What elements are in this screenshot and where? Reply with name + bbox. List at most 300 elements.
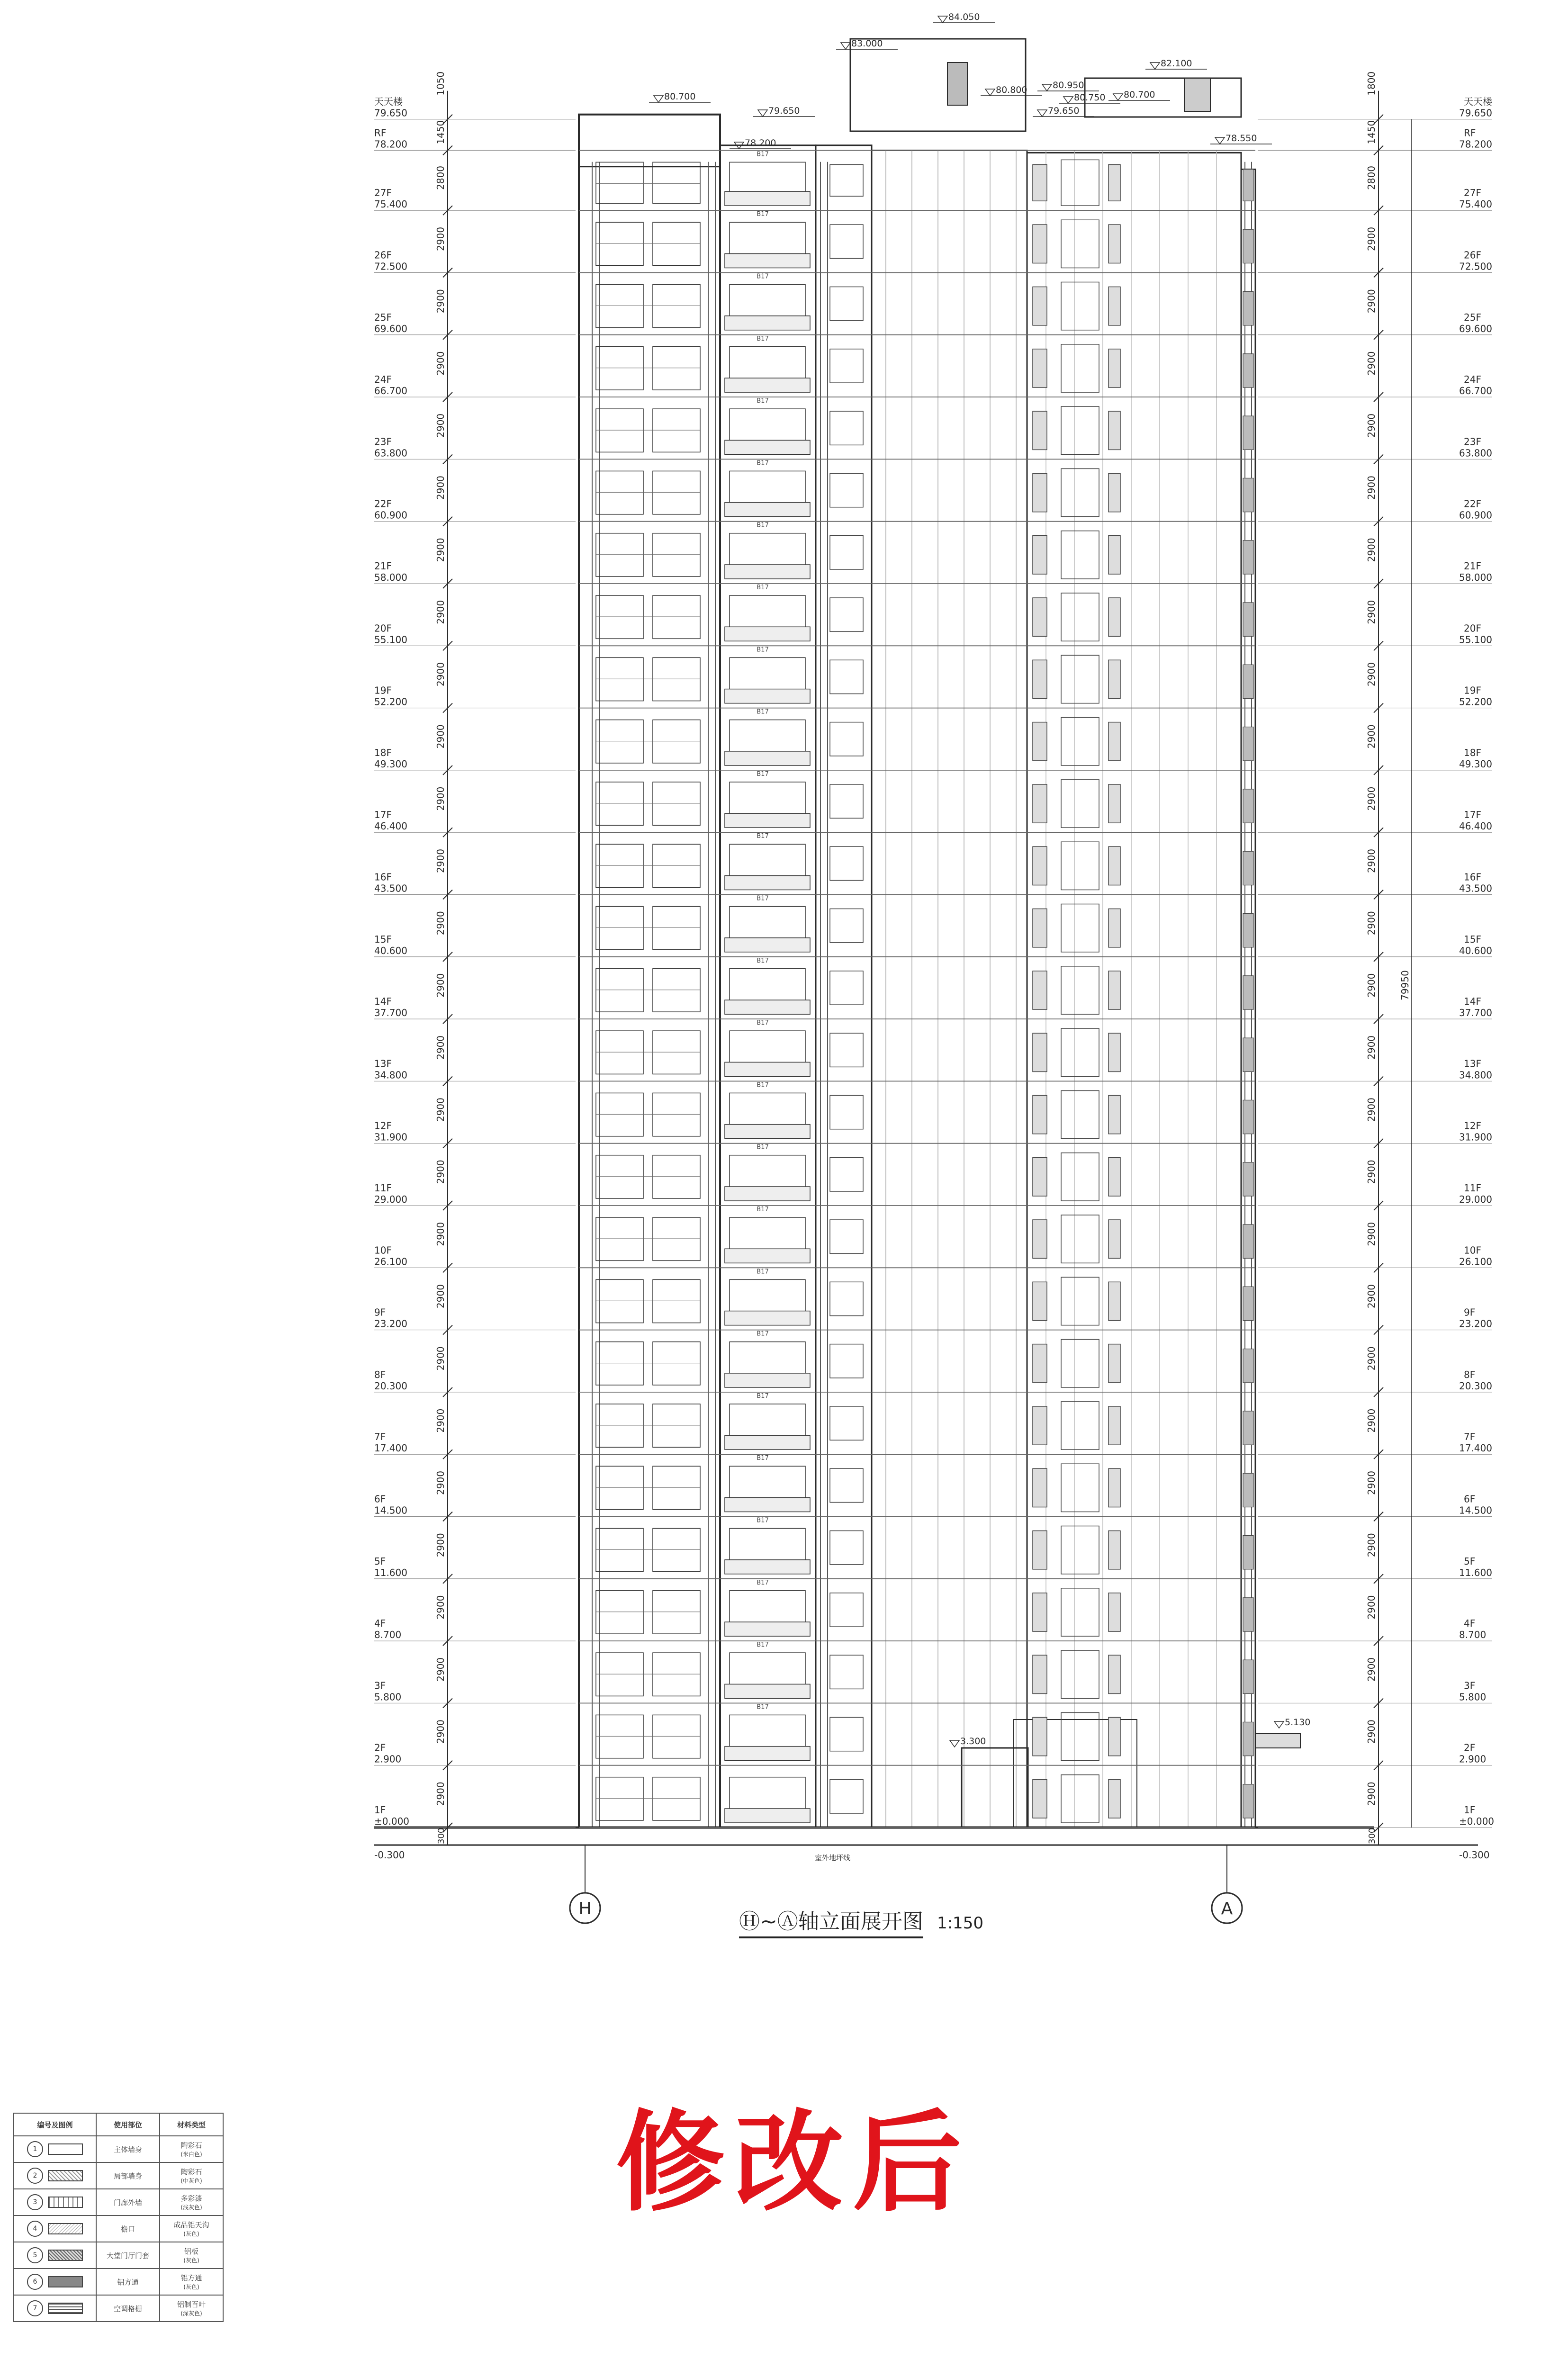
slot-window — [1108, 1406, 1120, 1445]
window-left-a — [596, 222, 643, 265]
slot-window — [1108, 1468, 1120, 1507]
balcony-door — [730, 533, 805, 567]
side-window — [830, 164, 863, 196]
legend-number: 6 — [27, 2274, 43, 2290]
balcony-door — [730, 1155, 805, 1189]
level-name-right: 1F — [1464, 1804, 1476, 1816]
side-window — [830, 287, 863, 321]
window-left-a — [596, 409, 643, 452]
level-elev-right: 20.300 — [1459, 1380, 1492, 1392]
window-left-a — [596, 657, 643, 701]
legend-use: 主体墙身 — [96, 2136, 160, 2162]
edge-panel — [1243, 1287, 1253, 1320]
slot-window — [1033, 971, 1047, 1009]
slot-window — [1108, 225, 1120, 263]
slot-window — [1033, 287, 1047, 325]
dim-value-right: 2900 — [1366, 662, 1377, 686]
dim-value-left: 2900 — [435, 476, 446, 500]
podium-mark-value: 3.300 — [960, 1736, 986, 1747]
dim-value-right: 2900 — [1366, 973, 1377, 998]
dim-value-left: 2900 — [435, 1657, 446, 1682]
balcony-rail — [725, 191, 810, 206]
window-left-a — [596, 162, 643, 203]
side-window — [830, 1158, 863, 1191]
level-name-left: 14F — [374, 996, 392, 1008]
legend-mat-color: (灰色) — [183, 2284, 199, 2290]
balcony-door — [730, 1591, 805, 1624]
elevation-triangle-icon — [985, 89, 995, 96]
edge-panel — [1243, 1722, 1253, 1756]
legend-mat-name: 铝板 — [184, 2247, 198, 2256]
legend-mat-color: (深灰色) — [180, 2310, 202, 2317]
level-elev-right: 5.800 — [1459, 1691, 1487, 1703]
balcony-door — [730, 720, 805, 754]
slot-window — [1033, 1095, 1047, 1134]
level-elev-left: 8.700 — [374, 1629, 402, 1641]
edge-panel — [1243, 478, 1253, 512]
level-elev-left: 17.400 — [374, 1442, 407, 1454]
balcony-rail — [725, 565, 810, 579]
level-elev-right: 75.400 — [1459, 198, 1492, 210]
window-left-a — [596, 471, 643, 514]
dim-value-left: 2900 — [435, 848, 446, 873]
level-elev-right: ±0.000 — [1459, 1816, 1495, 1827]
slot-window — [1108, 722, 1120, 761]
balcony-rail — [725, 813, 810, 828]
slot-window — [1033, 1158, 1047, 1196]
level-elev-left: 20.300 — [374, 1380, 407, 1392]
balcony-door — [730, 1715, 805, 1748]
level-elev-left: 78.200 — [374, 138, 407, 150]
legend-material — [160, 2242, 223, 2269]
slot-window — [1108, 164, 1120, 201]
ac-grille — [1061, 1277, 1099, 1325]
window-left-a — [596, 347, 643, 390]
ac-grille — [1061, 1090, 1099, 1138]
level-elev-right: 52.200 — [1459, 696, 1492, 708]
elevation-triangle-icon — [1150, 63, 1160, 69]
slot-window — [1033, 1593, 1047, 1631]
slot-window — [1033, 1780, 1047, 1818]
legend-number: 1 — [27, 2141, 43, 2157]
podium-canopy-left — [962, 1748, 1028, 1828]
slot-window — [1033, 1406, 1047, 1445]
window-left-b — [653, 1529, 700, 1572]
axis-label: A — [1221, 1899, 1233, 1918]
balcony-door — [730, 222, 805, 256]
window-left-b — [653, 347, 700, 390]
dim-value-left: 2900 — [435, 1160, 446, 1184]
side-window — [830, 536, 863, 569]
dim-value-right: 2900 — [1366, 724, 1377, 749]
window-left-b — [653, 1404, 700, 1447]
window-left-a — [596, 285, 643, 328]
slot-window — [1033, 225, 1047, 263]
balcony-door — [730, 1404, 805, 1438]
slot-window — [1108, 349, 1120, 387]
side-window — [830, 1531, 863, 1565]
slot-window — [1033, 1033, 1047, 1071]
level-elev-right: 29.000 — [1459, 1194, 1492, 1205]
roof-parapet-left — [579, 115, 720, 167]
roof-mark-value: 80.700 — [1124, 90, 1155, 100]
window-left-b — [653, 409, 700, 452]
level-elev-left: 79.650 — [374, 107, 407, 119]
window-tag-label: B17 — [757, 584, 769, 591]
level-name-right: 4F — [1464, 1618, 1476, 1630]
roof-vent-block — [947, 63, 967, 105]
window-tag-label: B17 — [757, 151, 769, 158]
dim-value-left: 1450 — [435, 120, 446, 144]
level-elev-left: 31.900 — [374, 1131, 407, 1143]
legend-material — [160, 2295, 223, 2322]
window-tag-label: B17 — [757, 273, 769, 280]
slot-window — [1108, 473, 1120, 512]
elevation-triangle-icon — [950, 1740, 959, 1747]
edge-panel — [1243, 292, 1253, 325]
balcony-door — [730, 1093, 805, 1126]
slot-window — [1108, 660, 1120, 698]
window-tag-label: B17 — [757, 397, 769, 405]
material-legend — [13, 2113, 224, 2322]
window-tag-label: B17 — [757, 522, 769, 529]
roof-mark-value: 80.950 — [1053, 80, 1084, 90]
level-name-left: 25F — [374, 311, 392, 323]
ac-grille — [1061, 1402, 1099, 1450]
level-elev-right: 78.200 — [1459, 138, 1492, 150]
roof-mark-value: 79.650 — [1048, 106, 1080, 116]
dim-value-right: 1450 — [1366, 120, 1377, 144]
dim-value-left: 2900 — [435, 662, 446, 686]
ac-grille — [1061, 842, 1099, 890]
level-elev-right: 11.600 — [1459, 1567, 1492, 1578]
window-left-b — [653, 1342, 700, 1385]
window-left-a — [596, 1777, 643, 1820]
slot-window — [1108, 909, 1120, 947]
ac-grille — [1061, 468, 1099, 516]
slot-window — [1033, 1655, 1047, 1693]
elevation-triangle-icon — [1113, 94, 1123, 100]
legend-use: 局部墙身 — [96, 2162, 160, 2189]
window-left-a — [596, 1342, 643, 1385]
level-name-left: 4F — [374, 1618, 386, 1630]
level-name-right: 16F — [1464, 871, 1481, 883]
window-tag-label: B17 — [757, 1703, 769, 1711]
slot-window — [1108, 1717, 1120, 1756]
ac-grille — [1061, 718, 1099, 765]
window-tag-label: B17 — [757, 1206, 769, 1213]
edge-panel — [1243, 169, 1253, 201]
side-window — [830, 1468, 863, 1502]
dim-value-right: 2900 — [1366, 1160, 1377, 1184]
roof-mark-value: 82.100 — [1161, 58, 1192, 69]
window-tag-label: B17 — [757, 646, 769, 654]
slot-window — [1033, 536, 1047, 574]
level-elev-left: ±0.000 — [374, 1816, 410, 1827]
level-elev-left: 43.500 — [374, 882, 407, 894]
tower-block-left — [579, 115, 720, 1828]
ac-grille — [1061, 1650, 1099, 1698]
legend-number: 7 — [27, 2300, 43, 2316]
window-tag-label: B17 — [757, 708, 769, 716]
dim-value-left: 2900 — [435, 973, 446, 998]
slot-window — [1108, 1158, 1120, 1196]
slot-window — [1033, 1282, 1047, 1320]
level-name-left: 10F — [374, 1244, 392, 1256]
side-window — [830, 1655, 863, 1689]
side-window — [830, 1780, 863, 1813]
dim-value-right: 2900 — [1366, 1657, 1377, 1682]
level-name-right: 9F — [1464, 1306, 1476, 1318]
podium-canopy-right — [1255, 1734, 1300, 1748]
edge-panel — [1243, 1473, 1253, 1507]
window-left-b — [653, 1653, 700, 1696]
edge-panel — [1243, 1598, 1253, 1631]
level-elev-left: 14.500 — [374, 1504, 407, 1516]
balcony-rail — [725, 1684, 810, 1698]
dim-top-left: 1050 — [435, 71, 446, 96]
revision-caption: 修改后 — [616, 2098, 972, 2226]
level-elev-right: 2.900 — [1459, 1753, 1487, 1765]
level-elev-left: 2.900 — [374, 1753, 402, 1765]
level-name-right: RF — [1464, 127, 1476, 139]
window-left-a — [596, 1093, 643, 1136]
balcony-rail — [725, 1435, 810, 1450]
level-elev-left: 63.800 — [374, 447, 407, 459]
elevation-triangle-icon — [654, 96, 663, 102]
level-name-left: 11F — [374, 1182, 392, 1194]
window-tag-label: B17 — [757, 1330, 769, 1338]
tower-block-right — [1027, 153, 1241, 1828]
side-window — [830, 1282, 863, 1315]
level-elev-left: 69.600 — [374, 323, 407, 334]
level-name-right: 27F — [1464, 187, 1481, 199]
balcony-rail — [725, 254, 810, 268]
legend-mat-color: (灰色) — [183, 2257, 199, 2264]
level-elev-right: 69.600 — [1459, 323, 1492, 334]
level-elev-right: 23.200 — [1459, 1318, 1492, 1330]
level-name-right: 18F — [1464, 747, 1481, 758]
ac-grille — [1061, 593, 1099, 641]
legend-number: 4 — [27, 2221, 43, 2237]
level-name-right: 10F — [1464, 1244, 1481, 1256]
side-window — [830, 225, 863, 258]
level-elev-left: 72.500 — [374, 261, 407, 272]
side-window — [830, 722, 863, 756]
level-name-right: 21F — [1464, 560, 1481, 572]
level-name-right: 12F — [1464, 1120, 1481, 1132]
slot-window — [1033, 846, 1047, 885]
window-tag-label: B17 — [757, 1081, 769, 1089]
level-name-right: 23F — [1464, 436, 1481, 448]
ground-elev-right: -0.300 — [1459, 1849, 1490, 1861]
balcony-rail — [725, 1498, 810, 1512]
window-left-b — [653, 1093, 700, 1136]
balcony-rail — [725, 1311, 810, 1325]
balcony-door — [730, 1529, 805, 1562]
window-tag-label: B17 — [757, 1641, 769, 1649]
balcony-rail — [725, 440, 810, 454]
dim-value-right: 2900 — [1366, 413, 1377, 438]
window-left-b — [653, 1466, 700, 1509]
window-left-b — [653, 907, 700, 950]
balcony-door — [730, 409, 805, 442]
balcony-door — [730, 1777, 805, 1811]
legend-number: 5 — [27, 2247, 43, 2263]
window-left-a — [596, 844, 643, 887]
window-left-a — [596, 595, 643, 639]
swatch-dotted-icon — [48, 2170, 83, 2181]
swatch-plain-icon — [48, 2143, 83, 2155]
dim-value-right: 2900 — [1366, 1346, 1377, 1371]
edge-panel — [1243, 229, 1253, 263]
edge-panel — [1243, 1225, 1253, 1258]
slot-window — [1033, 349, 1047, 387]
dim-value-right: 2900 — [1366, 911, 1377, 936]
balcony-door — [730, 1217, 805, 1251]
level-name-right: 11F — [1464, 1182, 1481, 1194]
window-tag-label: B17 — [757, 895, 769, 902]
level-elev-right: 17.400 — [1459, 1442, 1492, 1454]
window-left-a — [596, 1466, 643, 1509]
level-name-left: 27F — [374, 187, 392, 199]
roof-mark-value: 80.750 — [1074, 92, 1106, 103]
level-elev-right: 34.800 — [1459, 1069, 1492, 1081]
window-left-b — [653, 969, 700, 1012]
level-name-right: 22F — [1464, 498, 1481, 510]
roof-mark-value: 78.550 — [1226, 133, 1257, 144]
dim-value-left: 2900 — [435, 1595, 446, 1620]
window-left-a — [596, 969, 643, 1012]
podium-mark-value: 5.130 — [1285, 1717, 1311, 1728]
level-name-right: 24F — [1464, 374, 1481, 386]
ac-grille — [1061, 1588, 1099, 1636]
legend-use: 大堂门厅门套 — [96, 2242, 160, 2269]
balcony-door — [730, 285, 805, 318]
level-labels-left — [374, 96, 576, 1861]
level-name-right: 15F — [1464, 933, 1481, 945]
window-left-a — [596, 782, 643, 825]
balcony-door — [730, 595, 805, 629]
window-tag-label: B17 — [757, 459, 769, 467]
roof-machine-room — [1085, 78, 1241, 117]
legend-header-no: 编号及图例 — [14, 2113, 96, 2136]
roof-mark-value: 80.700 — [664, 91, 696, 102]
dim-ground-right: 300 — [1367, 1828, 1377, 1844]
window-tag-label: B17 — [757, 1392, 769, 1400]
level-name-left: 6F — [374, 1493, 386, 1505]
ac-grille — [1061, 1153, 1099, 1201]
edge-panel — [1243, 1536, 1253, 1569]
level-elev-left: 49.300 — [374, 758, 407, 770]
swatch-crosshatch-icon — [48, 2250, 83, 2261]
balcony-rail — [725, 1125, 810, 1139]
level-elev-right: 55.100 — [1459, 634, 1492, 646]
legend-row — [14, 2215, 223, 2242]
level-name-left: 13F — [374, 1058, 392, 1070]
window-left-b — [653, 1591, 700, 1634]
ground-note-label: 室外地坪线 — [815, 1854, 851, 1862]
dim-value-left: 2900 — [435, 1408, 446, 1433]
balcony-door — [730, 657, 805, 691]
ac-grille — [1061, 1464, 1099, 1512]
balcony-rail — [725, 1622, 810, 1636]
window-left-b — [653, 1279, 700, 1323]
window-left-a — [596, 1529, 643, 1572]
level-name-left: 18F — [374, 747, 392, 758]
legend-mat-name: 铝方通 — [180, 2274, 202, 2282]
edge-panel — [1243, 1038, 1253, 1071]
level-name-left: 16F — [374, 871, 392, 883]
edge-panel — [1243, 727, 1253, 761]
level-elev-right: 8.700 — [1459, 1629, 1487, 1641]
elevation-triangle-icon — [1274, 1721, 1284, 1728]
window-tag-label: B17 — [757, 1019, 769, 1027]
slot-window — [1108, 1531, 1120, 1569]
balcony-door — [730, 782, 805, 816]
edge-panel — [1243, 354, 1253, 387]
edge-panel — [1243, 914, 1253, 947]
balcony-door — [730, 471, 805, 504]
ac-grille — [1061, 344, 1099, 392]
level-elev-left: 46.400 — [374, 820, 407, 832]
balcony-rail — [725, 1560, 810, 1574]
ac-grille — [1061, 1526, 1099, 1574]
dim-top-right: 1800 — [1366, 71, 1377, 96]
window-left-b — [653, 162, 700, 203]
legend-use: 空调格栅 — [96, 2295, 160, 2322]
slot-window — [1033, 784, 1047, 823]
dim-total-label: 79950 — [1399, 970, 1411, 1000]
edge-panel — [1243, 416, 1253, 450]
balcony-door — [730, 907, 805, 940]
balcony-rail — [725, 876, 810, 890]
dim-value-left: 2900 — [435, 1782, 446, 1806]
elevation-triangle-icon — [1063, 97, 1073, 103]
balcony-rail — [725, 1249, 810, 1263]
balcony-rail — [725, 938, 810, 952]
window-tag-label: B17 — [757, 1455, 769, 1462]
side-window — [830, 846, 863, 880]
dim-value-left: 2900 — [435, 226, 446, 251]
side-window — [830, 411, 863, 445]
side-window — [830, 598, 863, 631]
elevation-triangle-icon — [1215, 137, 1225, 144]
level-name-left: 22F — [374, 498, 392, 510]
legend-mat-name: 成品铝天沟 — [173, 2221, 209, 2229]
edge-panel — [1243, 540, 1253, 574]
balcony-rail — [725, 1000, 810, 1014]
dim-value-right: 2900 — [1366, 351, 1377, 376]
balcony-rail — [725, 627, 810, 641]
window-left-a — [596, 533, 643, 576]
elevation-triangle-icon — [841, 43, 850, 49]
ac-grille — [1061, 966, 1099, 1014]
swatch-brick-icon — [48, 2197, 83, 2208]
level-name-right: 26F — [1464, 249, 1481, 261]
window-tag-label: B17 — [757, 1143, 769, 1151]
legend-mat-name: 陶彩石 — [180, 2141, 202, 2150]
legend-material — [160, 2189, 223, 2215]
slot-window — [1033, 598, 1047, 636]
tower-block-core — [872, 150, 1027, 1828]
level-name-left: 23F — [374, 436, 392, 448]
level-name-left: 1F — [374, 1804, 386, 1816]
slot-window — [1108, 287, 1120, 325]
slot-window — [1033, 411, 1047, 450]
slot-window — [1033, 1531, 1047, 1569]
edge-panel — [1243, 789, 1253, 823]
